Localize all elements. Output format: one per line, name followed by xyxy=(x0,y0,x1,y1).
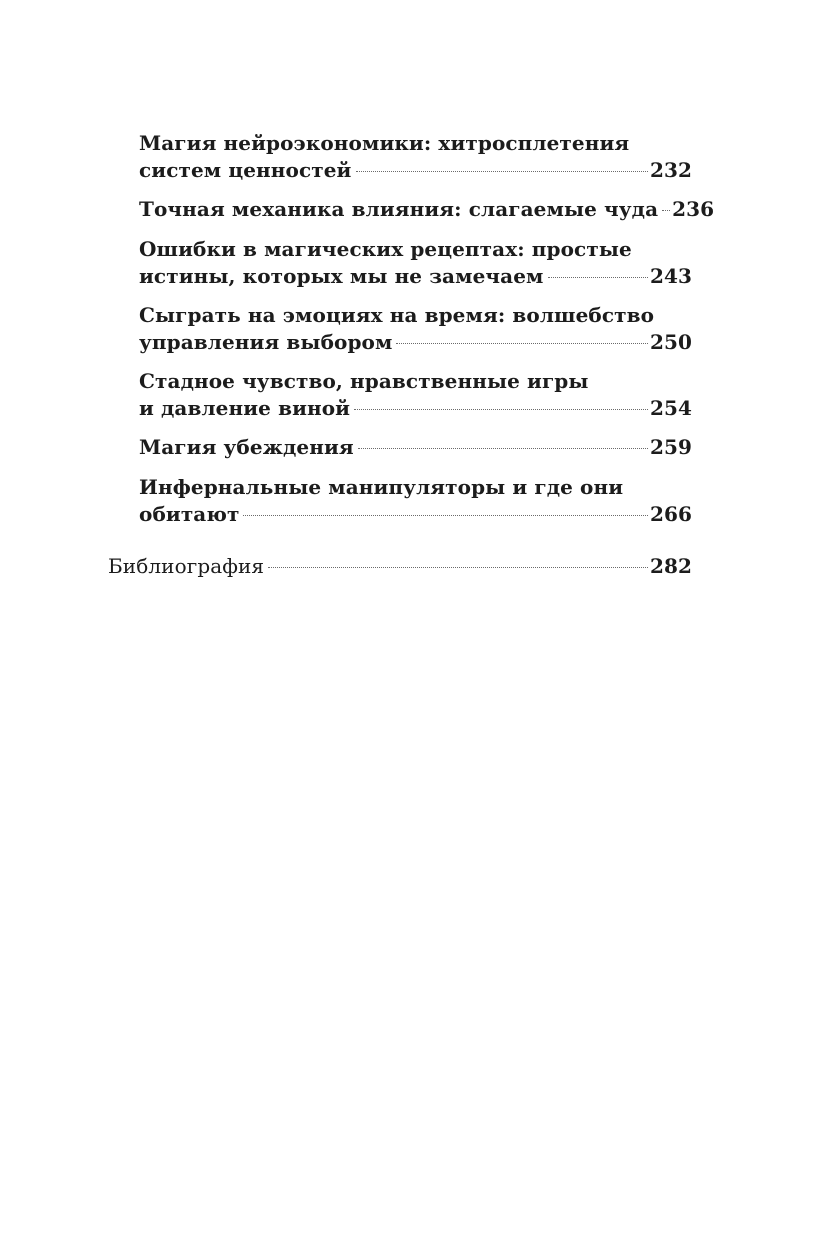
toc-entry-title-line1: Сыграть на эмоциях на время: волшебство xyxy=(139,303,655,327)
toc-entry[interactable] xyxy=(139,474,692,528)
dot-leader xyxy=(268,567,648,568)
toc-entry[interactable] xyxy=(139,434,692,461)
toc-entry-title: Точная механика влияния: слагаемые чуда xyxy=(139,197,659,221)
toc-entry-page-number: 236 xyxy=(672,197,715,221)
toc-entry-title-line1: Магия нейроэкономики: хитросплетения xyxy=(139,131,630,155)
toc-entry-title: Магия убеждения xyxy=(139,435,354,459)
toc-entry[interactable] xyxy=(139,130,692,184)
toc-entry-page-number: 254 xyxy=(649,396,692,420)
toc-entry-title: Библиография xyxy=(108,554,265,578)
toc-entry-title-line1: Стадное чувство, нравственные игры xyxy=(139,369,589,393)
dot-leader xyxy=(396,343,647,344)
toc-entry-title-line2: и давление виной xyxy=(139,396,351,420)
toc-entry-bibliography[interactable] xyxy=(108,553,692,580)
dot-leader xyxy=(243,515,647,516)
toc-entry-title-line2: истины, которых мы не замечаем xyxy=(139,264,544,288)
dot-leader xyxy=(358,448,648,449)
toc-entry-page-number: 250 xyxy=(649,330,692,354)
toc-entry[interactable] xyxy=(139,236,692,290)
toc-entry-page-number: 282 xyxy=(649,554,692,578)
dot-leader xyxy=(662,210,670,211)
toc-entry-title-line2: систем ценностей xyxy=(139,158,352,182)
toc-entry[interactable] xyxy=(139,196,715,223)
toc-entry-page-number: 232 xyxy=(649,158,692,182)
toc-entry-page-number: 259 xyxy=(649,435,692,459)
toc-entry-title-line1: Инфернальные манипуляторы и где они xyxy=(139,475,624,499)
toc-entry-title-line1: Ошибки в магических рецептах: простые xyxy=(139,237,632,261)
toc-entry-title-line2: управления выбором xyxy=(139,330,393,354)
toc-entry-page-number: 243 xyxy=(649,264,692,288)
toc-entry-page-number: 266 xyxy=(649,502,692,526)
toc-entry-title-line2: обитают xyxy=(139,502,240,526)
dot-leader xyxy=(356,171,648,172)
toc-entry[interactable] xyxy=(139,368,692,422)
dot-leader xyxy=(354,409,648,410)
dot-leader xyxy=(548,277,648,278)
toc-entry[interactable] xyxy=(139,302,692,356)
